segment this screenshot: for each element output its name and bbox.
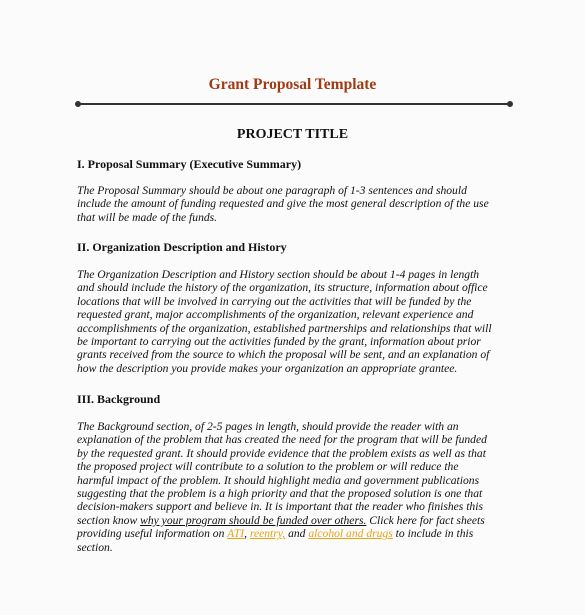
body-line: be important to carrying out the activities funded by the grant, information about prior	[77, 335, 481, 349]
body-line: section.	[77, 540, 113, 554]
body-line: include the amount of funding requested and give the most general description of the use	[77, 197, 489, 211]
link-alcohol-and-drugs[interactable]: alcohol and drugs	[308, 527, 393, 541]
body-line: explanation of the problem that has created the need for the program that will be funded	[77, 433, 487, 447]
body-line: locations that will be involved in carrying out the activities that will be funded by the	[77, 294, 472, 308]
body-line-with-links	[77, 527, 517, 540]
body-line: by the requested grant. It should provide evidence that the problem exists as well as that	[77, 446, 486, 460]
text-span: to include in this	[392, 527, 474, 541]
body-line: accomplishments of the organization, established partnerships and relationships that will	[77, 321, 492, 335]
body-line: The Background section, of 2-5 pages in length, should provide the reader with an	[77, 420, 459, 433]
section-body-organization	[77, 268, 517, 375]
body-line-with-emphasis	[77, 514, 517, 527]
body-line: The Organization Description and History section should be about 1-4 pages in length	[77, 268, 480, 281]
body-line: grants received from the source to which the proposal will be sent, and an explanation of	[77, 348, 490, 362]
text-span: section know	[77, 513, 141, 527]
body-line: how the description you provide makes your organization an appropriate grantee.	[77, 361, 458, 375]
body-line: the proposed project will contribute to a solution to the problem or will reduce the	[77, 460, 459, 474]
section-body-summary	[77, 184, 517, 224]
body-line: decision-makers support and believe in. It is important that the reader who finishes this	[77, 500, 483, 514]
section-heading-organization: II. Organization Description and History	[77, 240, 287, 254]
text-span: Click here for fact sheets	[366, 513, 485, 527]
link-ati[interactable]: ATI	[227, 527, 245, 541]
text-span: and	[285, 527, 309, 541]
body-line: harmful impact of the problem. It should highlight media and government publications	[77, 473, 480, 487]
text-span: providing useful information on	[77, 527, 228, 541]
section-heading-background: III. Background	[77, 392, 161, 406]
underlined-emphasis: why your program should be funded over others.	[140, 513, 367, 527]
body-line: that will be made of the funds.	[77, 210, 218, 224]
text-span: ,	[244, 527, 250, 541]
title-divider	[78, 103, 510, 105]
section-heading-summary: I. Proposal Summary (Executive Summary)	[77, 157, 302, 171]
section-body-background	[77, 420, 517, 554]
body-line: requested grant, major accomplishments of the organization, relevant experience and	[77, 308, 474, 322]
link-reentry[interactable]: reentry,	[249, 527, 286, 541]
project-title: PROJECT TITLE	[236, 127, 349, 142]
body-line: suggesting that the problem is a high priority and that the proposed solution is one that	[77, 487, 483, 501]
rule-right-dot	[507, 101, 513, 107]
body-line: The Proposal Summary should be about one paragraph of 1-3 sentences and should	[77, 184, 467, 197]
document-title: Grant Proposal Template	[208, 76, 377, 93]
body-line: and should include the history of the organization, its structure, information about office	[77, 281, 488, 295]
